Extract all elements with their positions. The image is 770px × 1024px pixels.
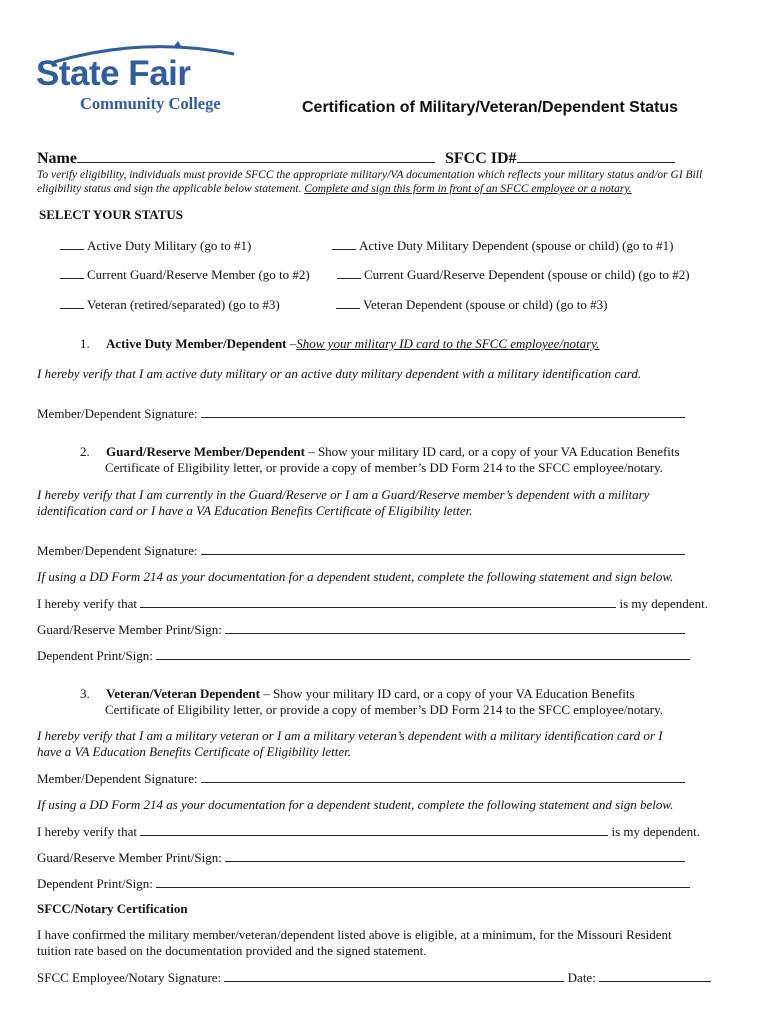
logo-title: State Fair (36, 54, 191, 93)
section-title: Guard/Reserve Member/Dependent (106, 444, 305, 459)
status-heading: SELECT YOUR STATUS (39, 207, 184, 222)
notary-signature-label: SFCC Employee/Notary Signature: (37, 970, 222, 985)
guard-sign-label: Guard/Reserve Member Print/Sign: (37, 850, 222, 865)
verify-suffix: is my dependent. (619, 596, 708, 611)
date-label: Date: (567, 970, 596, 985)
section-note: – Show your military ID card, or a copy of your VA Education Benefits (304, 444, 680, 459)
dependent-sign-field[interactable] (156, 875, 690, 888)
dependent-sign-label: Dependent Print/Sign: (37, 876, 153, 891)
section3-statement-line2: have a VA Education Benefits Certificate of Eligibility letter. (37, 744, 351, 759)
name-row (37, 150, 675, 168)
checkbox-blank[interactable] (60, 266, 84, 279)
section1-heading (80, 336, 599, 352)
signature-label: Member/Dependent Signature: (37, 543, 198, 558)
certification-text-line1: I have confirmed the military member/veteran/dependent listed above is eligible, at a minimum, for the Missouri Resident (37, 927, 672, 942)
section2-heading (80, 444, 680, 460)
status-option-label: Current Guard/Reserve Member (go to #2) (87, 267, 310, 282)
checkbox-blank[interactable] (60, 296, 84, 309)
signature-field[interactable] (201, 770, 685, 783)
section-note: – Show your military ID card, or a copy of your VA Education Benefits (259, 686, 635, 701)
section1-signature (37, 405, 685, 422)
section-dash: – (286, 336, 297, 351)
section3-signature (37, 770, 685, 787)
section3-verify (37, 823, 700, 840)
status-option-label: Veteran Dependent (spouse or child) (go to #3) (363, 297, 608, 312)
section-note: Show your military ID card to the SFCC employee/notary. (296, 336, 600, 351)
checkbox-blank[interactable] (60, 237, 84, 250)
section-number: 3. (80, 686, 90, 701)
section2-signature (37, 542, 685, 559)
section3-dd214-note: If using a DD Form 214 as your documentation for a dependent student, complete the following statement and sign below. (37, 797, 674, 812)
checkbox-blank[interactable] (337, 266, 361, 279)
college-logo (34, 40, 254, 120)
signature-field[interactable] (201, 542, 685, 555)
section3-dependent-sign (37, 875, 690, 892)
sfcc-id-label: SFCC ID# (444, 150, 517, 167)
status-option-label: Current Guard/Reserve Dependent (spouse or child) (go to #2) (364, 267, 690, 282)
date-field[interactable] (599, 969, 711, 982)
dependent-name-field[interactable] (140, 595, 616, 608)
verify-prefix: I hereby verify that (37, 596, 137, 611)
section-number: 1. (80, 336, 90, 351)
status-option[interactable] (60, 266, 310, 283)
dependent-sign-label: Dependent Print/Sign: (37, 648, 153, 663)
status-option[interactable] (60, 237, 251, 254)
name-field[interactable] (77, 150, 435, 163)
guard-sign-field[interactable] (225, 849, 685, 862)
section2-dd214-note: If using a DD Form 214 as your documentation for a dependent student, complete the following statement and sign below. (37, 569, 674, 584)
section2-statement-line1: I hereby verify that I am currently in the Guard/Reserve or I am a Guard/Reserve member’s dependent with a military (37, 487, 650, 502)
checkbox-blank[interactable] (332, 237, 356, 250)
verify-prefix: I hereby verify that (37, 824, 137, 839)
status-option[interactable] (60, 296, 280, 313)
dependent-sign-field[interactable] (156, 647, 690, 660)
name-label: Name (37, 150, 77, 167)
section2-statement-line2: identification card or I have a VA Education Benefits Certificate of Eligibility letter. (37, 503, 473, 518)
sfcc-id-field[interactable] (517, 150, 675, 163)
certification-text-line2: tuition rate based on the documentation provided and the signed statement. (37, 943, 427, 958)
status-option-label: Active Duty Military (go to #1) (87, 238, 252, 253)
section2-guard-sign (37, 621, 685, 638)
status-option-label: Active Duty Military Dependent (spouse or child) (go to #1) (359, 238, 674, 253)
section2-verify (37, 595, 708, 612)
document-title: Certification of Military/Veteran/Dependent Status (302, 99, 679, 116)
checkbox-blank[interactable] (336, 296, 360, 309)
section3-guard-sign (37, 849, 685, 866)
section-title: Veteran/Veteran Dependent (106, 686, 260, 701)
instructions-text: To verify eligibility, individuals must provide SFCC the appropriate military/VA documentation which reflects your military status and/or GI Bill eligibility status and sign the applicable below statement. (37, 169, 703, 195)
instructions (37, 168, 737, 196)
status-option[interactable] (337, 266, 690, 283)
guard-sign-field[interactable] (225, 621, 685, 634)
section-title: Active Duty Member/Dependent (106, 336, 287, 351)
signature-label: Member/Dependent Signature: (37, 771, 198, 786)
section3-statement-line1: I hereby verify that I am a military veteran or I am a military veteran’s dependent with a military identification card or I (37, 728, 663, 743)
notary-signature-field[interactable] (224, 969, 564, 982)
certification-signature (37, 969, 711, 986)
section3-heading (80, 686, 635, 702)
signature-label: Member/Dependent Signature: (37, 406, 198, 421)
status-option[interactable] (332, 237, 673, 254)
instructions-underlined: Complete and sign this form in front of an SFCC employee or a notary. (304, 183, 632, 195)
status-option-label: Veteran (retired/separated) (go to #3) (87, 297, 280, 312)
signature-field[interactable] (201, 405, 685, 418)
section2-dependent-sign (37, 647, 690, 664)
status-option[interactable] (336, 296, 607, 313)
section-number: 2. (80, 444, 90, 459)
section3-note-line2: Certificate of Eligibility letter, or provide a copy of member’s DD Form 214 to the SFCC employee/notary. (105, 702, 664, 717)
logo-subtitle: Community College (80, 94, 221, 113)
section2-note-line2: Certificate of Eligibility letter, or provide a copy of member’s DD Form 214 to the SFCC employee/notary. (105, 460, 664, 475)
guard-sign-label: Guard/Reserve Member Print/Sign: (37, 622, 222, 637)
section1-statement: I hereby verify that I am active duty military or an active duty military dependent with a military identification card. (37, 366, 642, 381)
verify-suffix: is my dependent. (611, 824, 700, 839)
dependent-name-field[interactable] (140, 823, 608, 836)
certification-heading: SFCC/Notary Certification (37, 901, 188, 916)
